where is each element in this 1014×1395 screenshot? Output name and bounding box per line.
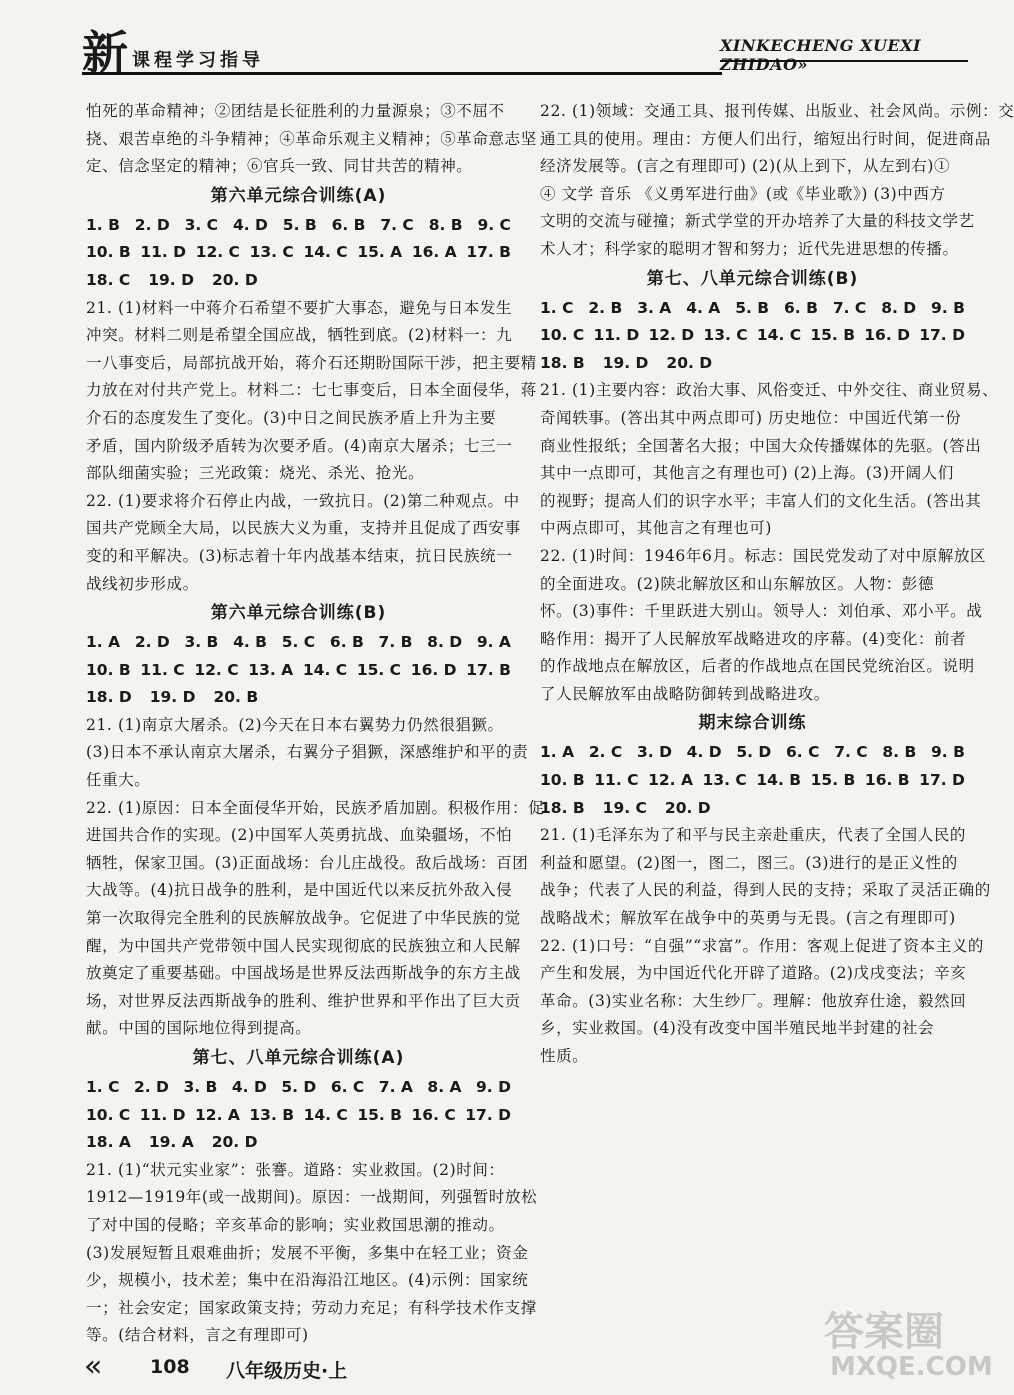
answer-item: 17. B: [466, 243, 511, 262]
answer-item: 11. D: [140, 243, 187, 262]
text-line: 等。(结合材料，言之有理即可): [86, 1326, 309, 1345]
text-line: 其中一点即可，其他言之有理也可) (2)上海。(3)开阔人们: [540, 464, 954, 483]
answer-item: 14. C: [302, 660, 348, 679]
answer-item: 1. B: [86, 215, 120, 234]
text-line: 任重大。: [86, 771, 151, 790]
text-line: 国共产党顾全大局，以民族大义为重，支持并且促成了西安事: [86, 519, 521, 538]
text-line: 22. (1)原因：日本全面侵华开始，民族矛盾加剧。积极作用：促: [86, 798, 545, 817]
answer-item: 12. C: [194, 660, 239, 679]
answer-row: [540, 795, 965, 823]
text-line: 醒，为中国共产党带领中国人民实现彻底的民族独立和人民解: [86, 936, 521, 955]
watermark-logo: [820, 1300, 993, 1388]
answer-item: 15. B: [357, 1105, 402, 1124]
answer-item: 2. C: [588, 743, 623, 762]
answer-item: 20. D: [666, 353, 713, 372]
text-line: 了对中国的侵略；辛亥革命的影响；实业救国思潮的推动。: [86, 1215, 505, 1234]
text-line: 冲突。材料二则是希望全国应战，牺牲到底。(2)材料一：九: [86, 326, 513, 345]
text-line: 1912—1919年(或一战期间)。原因：一战期间，列强暂时放松: [86, 1188, 538, 1207]
answer-item: 18. B: [540, 798, 585, 817]
answer-item: 14. C: [303, 1105, 348, 1124]
answer-item: 14. B: [756, 771, 802, 790]
answer-item: 20. D: [211, 1133, 258, 1152]
answer-item: 6. B: [331, 215, 366, 234]
answer-item: 7. C: [380, 215, 414, 234]
answer-item: 11. D: [593, 326, 640, 345]
text-line: 怕死的革命精神；②团结是长征胜利的力量源泉；③不屈不: [86, 102, 505, 120]
answer-item: 16. D: [864, 326, 910, 345]
answer-row: [86, 267, 511, 295]
text-line: 奇闻轶事。(答出其中两点即可) 历史地位：中国近代第一份: [540, 408, 962, 427]
answer-item: 7. B: [378, 633, 413, 652]
answer-item: 5. D: [281, 1078, 317, 1096]
text-line: 怀。(3)事件：千里跃进大别山。领导人：刘伯承、邓小平。战: [540, 602, 983, 621]
answer-item: 3. C: [184, 215, 219, 234]
text-line: 文明的交流与碰撞；新式学堂的开办培养了大量的科技文学艺: [540, 212, 975, 231]
answer-item: 14. C: [756, 326, 802, 345]
text-line: 场，对世界反法西斯战争的胜利、维护世界和平作出了巨大贡: [86, 991, 521, 1010]
answer-item: 8. B: [882, 743, 917, 762]
answer-item: 2. D: [133, 1078, 169, 1096]
text-line: 中两点即可，其他言之有理也可): [540, 519, 773, 538]
answer-item: 1. C: [86, 1078, 120, 1096]
text-line: 战略战术；解放军在战争中的英勇与无畏。(言之有理即可): [540, 909, 956, 928]
answer-item: 17. D: [465, 1105, 511, 1124]
answer-item: 8. D: [427, 633, 463, 652]
answer-item: 9. D: [476, 1078, 511, 1096]
answer-item: 4. D: [231, 1078, 267, 1096]
text-line: 商业性报纸；全国著名大报；中国大众传播媒体的先驱。(答出: [540, 436, 982, 455]
answer-item: 17. D: [919, 326, 965, 345]
text-line: 22. (1)领域：交通工具、报刊传媒、出版业、社会风尚。示例：交: [540, 102, 1014, 120]
text-line: 21. (1)南京大屠杀。(2)今天在日本右翼势力仍然很猖獗。: [86, 715, 504, 734]
text-line: 22. (1)时间：1946年6月。标志：国民党发动了对中原解放区: [540, 546, 987, 565]
answer-item: 12. D: [648, 326, 695, 345]
answer-row: [86, 239, 511, 267]
answer-item: 7. C: [832, 298, 867, 317]
answer-item: 8. A: [427, 1078, 462, 1096]
section-heading: 第六单元综合训练(A): [210, 185, 387, 206]
answer-item: 6. C: [330, 1078, 365, 1096]
text-line: 战争；代表了人民的利益，得到人民的支持；采取了灵活正确的: [540, 881, 991, 900]
answer-item: 18. B: [540, 353, 585, 372]
text-line: 献。中国的国际地位得到提高。: [86, 1019, 312, 1038]
page-number: 108: [150, 1356, 190, 1378]
header-rule: [82, 72, 722, 75]
answer-item: 9. A: [476, 633, 511, 652]
section-heading: 第七、八单元综合训练(A): [192, 1048, 405, 1068]
answer-row: [540, 739, 965, 767]
answer-item: 4. B: [233, 633, 267, 652]
answer-row: [540, 350, 965, 378]
header-right-rule: [720, 60, 968, 62]
text-line: 一；社会安定；国家政策支持；劳动力充足；有科学技术作支撑: [86, 1298, 537, 1317]
answer-item: 9. B: [931, 743, 965, 762]
answer-item: 13. A: [248, 660, 294, 679]
answer-item: 13. C: [249, 243, 294, 262]
answer-row: [86, 657, 511, 685]
text-line: 进国共合作的实现。(2)中国军人英勇抗战、血染疆场，不怕: [86, 826, 513, 845]
text-line: 21. (1)“状元实业家”：张謇。道路：实业救国。(2)时间：: [86, 1160, 505, 1179]
answer-item: 13. B: [249, 1105, 295, 1124]
answer-item: 3. A: [637, 298, 672, 317]
answer-item: 4. D: [686, 743, 722, 762]
answer-item: 16. A: [411, 243, 457, 262]
answer-item: 5. C: [281, 633, 316, 652]
answer-item: 10. B: [86, 243, 131, 262]
text-line: 了人民解放军由战略防御转到战略进攻。: [540, 684, 830, 703]
answer-item: 9. B: [931, 298, 965, 317]
text-line: 一八事变后，局部抗战开始，蒋介石还期盼国际干涉，把主要精: [86, 353, 537, 372]
answer-row: [86, 1129, 511, 1157]
text-line: 性质。: [540, 1047, 589, 1065]
answer-item: 15. B: [810, 326, 856, 345]
answer-item: 17. D: [919, 771, 965, 790]
answer-item: 2. B: [588, 298, 623, 317]
answer-item: 19. A: [148, 1133, 194, 1152]
answer-item: 7. C: [834, 743, 868, 762]
section-heading: 期末综合训练: [698, 713, 807, 734]
text-line: 22. (1)口号：“自强”“求富”。作用：客观上促进了资本主义的: [540, 936, 985, 955]
section-heading: 第六单元综合训练(B): [210, 603, 387, 624]
answer-item: 9. C: [477, 215, 511, 234]
text-line: 介石的态度发生了变化。(3)中日之间民族矛盾上升为主要: [86, 408, 497, 427]
text-line: 的视野；提高人们的识字水平；丰富人们的文化生活。(答出其: [540, 491, 982, 510]
answer-item: 5. B: [282, 215, 317, 234]
text-line: 放奠定了重要基础。中国战场是世界反法西斯战争的东方主战: [86, 964, 521, 983]
text-line: 变的和平解决。(3)标志着十年内战基本结束，抗日民族统一: [86, 546, 513, 565]
answer-item: 17. B: [466, 660, 511, 679]
answer-row: [86, 1102, 511, 1130]
text-line: 第一次取得完全胜利的民族解放战争。它促进了中华民族的觉: [86, 909, 521, 928]
text-line: 少，规模小，技术差；集中在沿海沿江地区。(4)示例：国家统: [86, 1271, 529, 1290]
text-line: 乡，实业救国。(4)没有改变中国半殖民地半封建的社会: [540, 1019, 935, 1038]
answer-item: 3. B: [183, 1078, 218, 1096]
answer-item: 5. D: [736, 743, 772, 762]
answer-item: 12. C: [195, 243, 240, 262]
text-line: 大战等。(4)抗日战争的胜利，是中国近代以来反抗外敌入侵: [86, 881, 513, 900]
text-line: 牺牲，保家卫国。(3)正面战场：台儿庄战役。敌后战场：百团: [86, 853, 529, 872]
answer-item: 10. B: [540, 771, 585, 790]
book-title: 八年级历史·上: [226, 1360, 348, 1382]
answer-item: 13. C: [703, 326, 748, 345]
answer-item: 11. C: [140, 660, 185, 679]
right-column: [540, 98, 1014, 1071]
text-line: 术人才；科学家的聪明才智和努力；近代先进思想的传播。: [540, 239, 959, 258]
answer-item: 19. D: [148, 270, 194, 289]
answer-item: 20. B: [213, 688, 259, 707]
answer-item: 20. D: [211, 270, 258, 289]
answer-item: 20. D: [664, 798, 711, 817]
text-line: (3)发展短暂且艰难曲折；发展不平衡，多集中在轻工业；资金: [86, 1243, 529, 1262]
answer-item: 4. D: [232, 215, 268, 234]
answer-item: 10. B: [86, 660, 131, 679]
answer-item: 5. B: [735, 298, 770, 317]
text-line: 定、信念坚定的精神；⑥官兵一致、同甘共苦的精神。: [86, 157, 473, 176]
answer-item: 18. A: [86, 1133, 131, 1152]
answer-item: 8. B: [428, 215, 463, 234]
answer-item: 6. B: [784, 298, 818, 317]
text-line: 力放在对付共产党上。材料二：七七事变后，日本全面侵华，蒋: [86, 381, 537, 400]
answer-item: 11. C: [594, 771, 639, 790]
text-line: 战线初步形成。: [86, 574, 199, 593]
answer-item: 2. D: [134, 215, 170, 234]
answer-item: 10. C: [540, 326, 585, 345]
answer-item: 12. A: [648, 771, 693, 790]
answer-item: 15. C: [356, 660, 402, 679]
answer-item: 7. A: [378, 1078, 413, 1096]
answer-item: 12. A: [195, 1105, 240, 1124]
answer-item: 16. C: [411, 1105, 456, 1124]
answer-item: 1. A: [540, 743, 575, 762]
brand-logo-character: 新: [82, 26, 128, 80]
brand-series-title: 课程学习指导: [132, 50, 264, 71]
answer-item: 2. D: [134, 633, 170, 652]
text-line: 的全面进攻。(2)陕北解放区和山东解放区。人物：彭德: [540, 574, 935, 593]
text-line: 矛盾，国内阶级矛盾转为次要矛盾。(4)南京大屠杀；七三一: [86, 436, 513, 455]
answer-item: 6. C: [786, 743, 820, 762]
answer-item: 18. C: [86, 270, 131, 289]
text-line: ④ 文学 音乐 《义勇军进行曲》(或《毕业歌》) (3)中西方: [540, 184, 946, 203]
answer-item: 11. D: [139, 1105, 186, 1124]
answer-row: [86, 629, 511, 657]
answer-row: [86, 1074, 511, 1102]
answer-item: 3. D: [637, 743, 672, 762]
answer-row: [86, 684, 511, 712]
answer-item: 19. C: [602, 798, 647, 817]
answer-item: 16. B: [864, 771, 910, 790]
text-line: 21. (1)主要内容：政治大事、风俗变迁、中外交往、商业贸易、: [540, 381, 999, 400]
answer-row: [540, 295, 965, 323]
answer-item: 16. D: [410, 660, 457, 679]
text-line: 略作用：揭开了人民解放军战略进攻的序幕。(4)变化：前者: [540, 629, 967, 648]
text-line: 21. (1)材料一中蒋介石希望不要扩大事态，避免与日本发生: [86, 298, 513, 317]
section-heading: 第七、八单元综合训练(B): [646, 268, 859, 289]
answer-row: [540, 767, 965, 795]
text-line: 21. (1)毛泽东为了和平与民主亲赴重庆，代表了全国人民的: [540, 826, 967, 845]
text-line: 22. (1)要求将介石停止内战，一致抗日。(2)第二种观点。中: [86, 491, 520, 510]
text-line: 部队细菌实验；三光政策：烧光、杀光、抢光。: [86, 464, 425, 483]
text-line: 挠、艰苦卓绝的斗争精神；④革命乐观主义精神；⑤革命意志坚: [86, 129, 537, 148]
text-line: 的作战地点在解放区，后者的作战地点在国民党统治区。说明: [540, 657, 975, 676]
left-column: [86, 98, 545, 1350]
answer-item: 4. A: [686, 298, 721, 317]
answer-item: 19. D: [149, 688, 196, 707]
answer-row: [540, 322, 965, 350]
answer-item: 13. C: [702, 771, 747, 790]
text-line: 产生和发展，为中国近代化开辟了道路。(2)戊戌变法；辛亥: [540, 964, 967, 983]
text-line: 经济发展等。(言之有理即可) (2)(从上到下，从左到右)①: [540, 157, 951, 176]
double-chevron-left-icon: «: [84, 1349, 103, 1384]
answer-item: 18. D: [86, 688, 132, 707]
text-line: 利益和愿望。(2)图一，图二，图三。(3)进行的是正义性的: [540, 853, 958, 872]
watermark-url: MXQE.COM: [830, 1352, 993, 1382]
watermark-text: 答案圈: [824, 1309, 944, 1355]
answer-item: 6. B: [329, 633, 364, 652]
answer-item: 10. C: [86, 1105, 131, 1124]
header-pinyin-title: XINKECHENG XUEXI ZHIDAO»: [720, 36, 921, 74]
text-line: 革命。(3)实业名称：大生纱厂。理解：他放弃仕途，毅然回: [540, 991, 967, 1010]
answer-item: 1. A: [86, 633, 121, 652]
text-line: 通工具的使用。理由：方便人们出行，缩短出行时间，促进商品: [540, 129, 991, 148]
answer-item: 19. D: [602, 353, 649, 372]
answer-item: 3. B: [184, 633, 219, 652]
text-line: (3)日本不承认南京大屠杀，右翼分子猖獗，深感维护和平的责: [86, 743, 529, 762]
answer-row: [86, 212, 511, 240]
answer-item: 15. B: [810, 771, 856, 790]
answer-item: 14. C: [303, 243, 348, 262]
answer-item: 1. C: [540, 298, 574, 317]
answer-item: 8. D: [881, 298, 917, 317]
page-header: [0, 0, 1000, 80]
answer-item: 15. A: [357, 243, 403, 262]
